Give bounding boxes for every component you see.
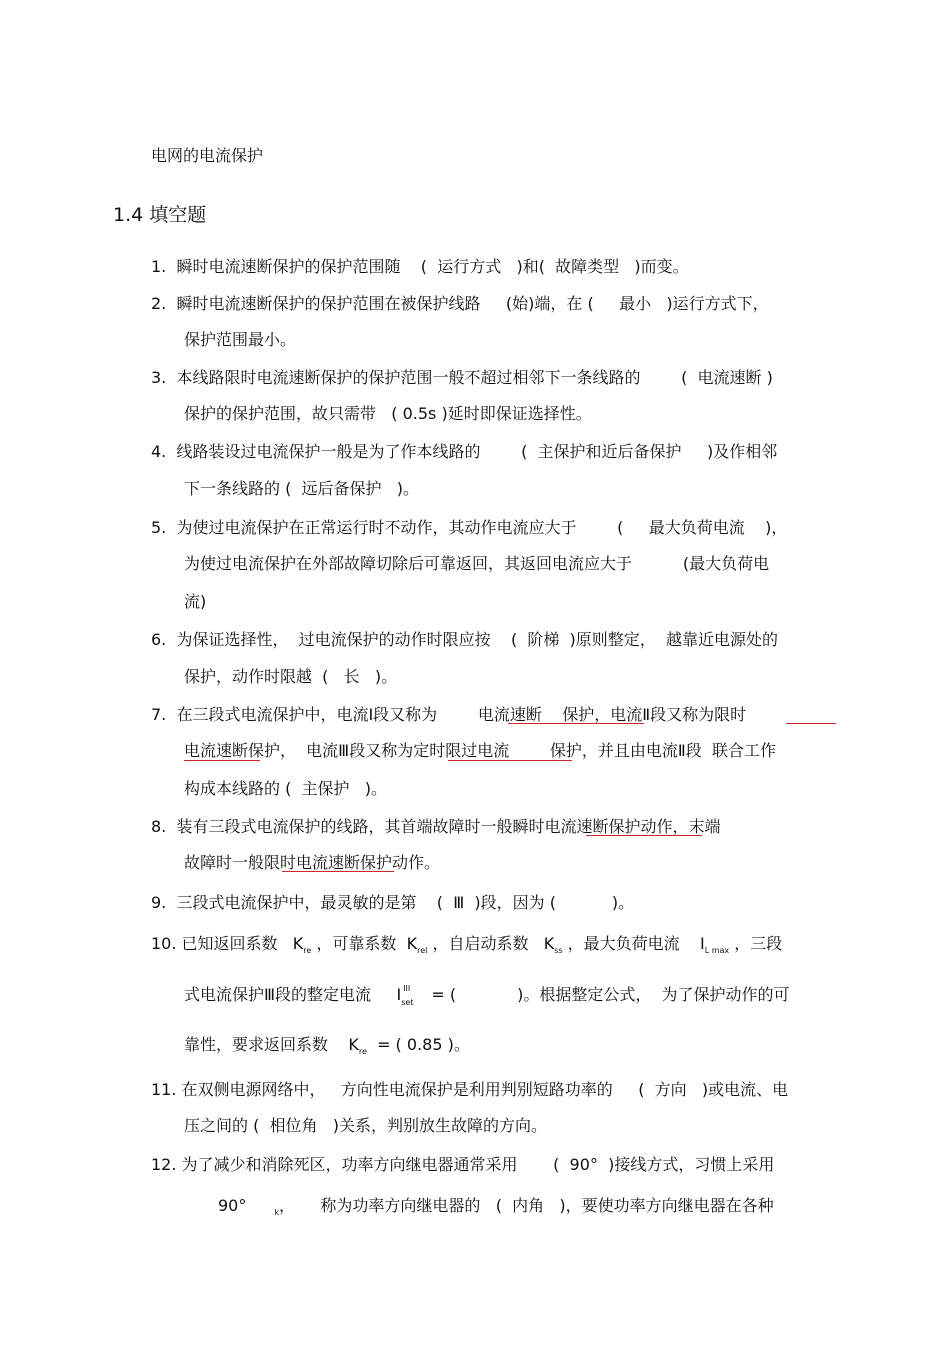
item-7-underline-4	[448, 760, 572, 761]
item-11-line-1: 11. 在双侧电源网络中， 方向性电流保护是利用判别短路功率的 ( 方向 )或电流、电	[151, 1080, 789, 1099]
item-12-line-2: 90° $_k$， 称为功率方向继电器的 ( 内角 )，要使功率方向继电器在各种	[218, 1196, 774, 1217]
item-3-line-2: 保护的保护范围，故只需带 ( 0.5s )延时即保证选择性。	[184, 404, 592, 423]
item-9-line-1: 9. 三段式电流保护中，最灵敏的是第 ( Ⅲ )段，因为 ( )。	[151, 893, 635, 912]
item-2-line-2: 保护范围最小。	[184, 330, 297, 349]
item-1-line-1: 1. 瞬时电流速断保护的保护范围随 ( 运行方式 )和( 故障类型 )而变。	[151, 257, 689, 276]
item-10-line-3: 靠性，要求返回系数 $K_{re}$ = ( 0.85 )。	[184, 1035, 470, 1056]
item-2-line-1: 2. 瞬时电流速断保护的保护范围在被保护线路 (始)端，在 ( 最小 )运行方式下，	[151, 294, 769, 313]
section-heading: 1.4 填空题	[113, 204, 207, 226]
item-4-line-2: 下一条线路的 ( 远后备保护 )。	[184, 479, 420, 498]
item-7-underline-3	[184, 760, 260, 761]
item-8-underline-1	[586, 835, 702, 836]
item-7-line-3: 构成本线路的 ( 主保护 )。	[184, 779, 388, 798]
item-7-line-2: 电流速断保护， 电流Ⅲ段又称为定时限过电流 保护，并且由电流Ⅱ段 联合工作	[184, 741, 776, 760]
item-7-line-1: 7. 在三段式电流保护中，电流Ⅰ段又称为 电流速断 保护，电流Ⅱ段又称为限时	[151, 705, 747, 724]
document-title: 电网的电流保护	[151, 146, 264, 165]
item-8-line-2: 故障时一般限时电流速断保护动作。	[184, 853, 441, 872]
item-8-underline-2	[282, 871, 394, 872]
item-7-underline-1	[508, 723, 644, 724]
item-12-line-1: 12. 为了减少和消除死区，功率方向继电器通常采用 ( 90° )接线方式，习惯上采用	[151, 1155, 775, 1174]
setting-subscript: set	[401, 998, 414, 1007]
item-5-line-3: 流)	[184, 592, 207, 611]
item-10-line-2: 式电流保护Ⅲ段的整定电流 I III set = ( )。根据整定公式， 为了保护动作的可	[184, 985, 790, 1005]
item-4-line-1: 4. 线路装设过电流保护一般是为了作本线路的 ( 主保护和近后备保护 )及作相邻	[151, 442, 778, 461]
item-5-line-2: 为使过电流保护在外部故障切除后可靠返回，其返回电流应大于 (最大负荷电	[184, 554, 770, 573]
item-8-line-1: 8. 装有三段式电流保护的线路，其首端故障时一般瞬时电流速断保护动作，末端	[151, 817, 721, 836]
item-7-underline-2	[786, 723, 836, 724]
item-5-line-1: 5. 为使过电流保护在正常运行时不动作，其动作电流应大于 ( 最大负荷电流 )，	[151, 518, 788, 537]
item-6-line-2: 保护，动作时限越 ( 长 )。	[184, 667, 398, 686]
setting-superscript: III	[403, 984, 411, 993]
item-11-line-2: 压之间的 ( 相位角 )关系，判别放生故障的方向。	[184, 1116, 548, 1135]
item-10-line-1: 10. 已知返回系数 $K_{re}$ ，可靠系数 $K_{rel}$ ，自启动系数 $K_{ss}$ ，最大负荷电流 $I_{L max}$ ，三段	[151, 934, 783, 955]
item-3-line-1: 3. 本线路限时电流速断保护的保护范围一般不超过相邻下一条线路的 ( 电流速断 )	[151, 368, 773, 387]
item-6-line-1: 6. 为保证选择性， 过电流保护的动作时限应按 ( 阶梯 )原则整定， 越靠近电源处的	[151, 630, 778, 649]
